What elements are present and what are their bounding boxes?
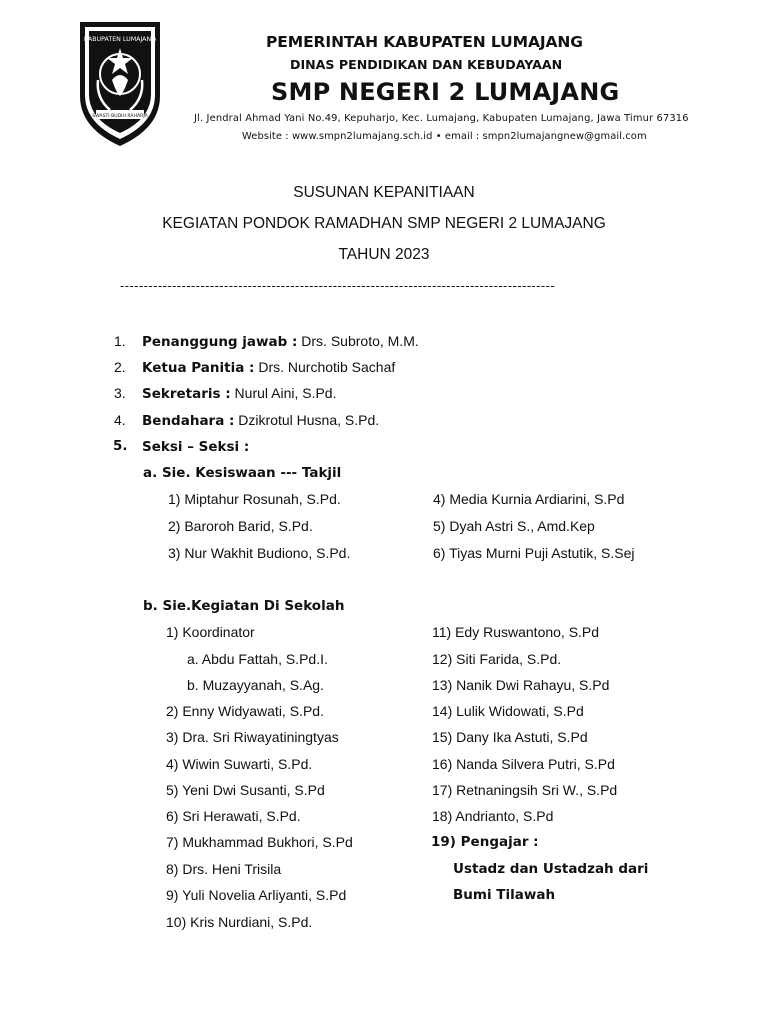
- role-label: Seksi – Seksi :: [142, 439, 250, 455]
- member-item: 5) Yeni Dwi Susanti, S.Pd: [166, 782, 325, 798]
- member-item: 16) Nanda Silvera Putri, S.Pd: [432, 756, 615, 772]
- role-number: 3.: [114, 385, 126, 401]
- member-item: 2) Enny Widyawati, S.Pd.: [166, 703, 324, 719]
- member-item: 14) Lulik Widowati, S.Pd: [432, 703, 584, 719]
- role-label: Bendahara :: [142, 413, 235, 429]
- government-name: PEMERINTAH KABUPATEN LUMAJANG: [266, 33, 583, 51]
- member-item: 3) Dra. Sri Riwayatiningtyas: [166, 729, 339, 745]
- member-item: 5) Dyah Astri S., Amd.Kep: [433, 518, 595, 534]
- member-item: 1) Koordinator: [166, 624, 255, 640]
- role-name: Nurul Aini, S.Pd.: [230, 385, 337, 401]
- member-item: 7) Mukhammad Bukhori, S.Pd: [166, 834, 353, 850]
- role-name: Drs. Nurchotib Sachaf: [254, 359, 396, 375]
- member-item: 2) Baroroh Barid, S.Pd.: [168, 518, 313, 534]
- member-item: 6) Sri Herawati, S.Pd.: [166, 808, 301, 824]
- role-name: Dzikrotul Husna, S.Pd.: [234, 412, 380, 428]
- school-name: SMP NEGERI 2 LUMAJANG: [271, 78, 620, 106]
- member-item: 4) Media Kurnia Ardiarini, S.Pd: [433, 491, 625, 507]
- member-item: 13) Nanik Dwi Rahayu, S.Pd: [432, 677, 610, 693]
- role-label: Sekretaris :: [142, 386, 231, 402]
- role-item: [142, 412, 379, 429]
- role-item: [142, 385, 336, 402]
- member-item: 15) Dany Ika Astuti, S.Pd: [432, 729, 588, 745]
- role-name: Drs. Subroto, M.M.: [297, 333, 419, 349]
- member-item: 6) Tiyas Murni Puji Astutik, S.Sej: [433, 545, 635, 561]
- teacher-description: Bumi Tilawah: [453, 887, 556, 903]
- year-title: TAHUN 2023: [338, 246, 430, 263]
- role-item: [142, 359, 395, 376]
- role-number: 4.: [114, 412, 126, 428]
- teacher-description: Ustadz dan Ustadzah dari: [453, 861, 649, 877]
- event-title: KEGIATAN PONDOK RAMADHAN SMP NEGERI 2 LUMAJANG: [162, 215, 606, 232]
- member-item: 1) Miptahur Rosunah, S.Pd.: [168, 491, 341, 507]
- member-item: 11) Edy Ruswantono, S.Pd: [432, 624, 600, 640]
- document-title: SUSUNAN KEPANITIAAN: [293, 184, 475, 201]
- role-number: 5.: [113, 438, 128, 454]
- member-item: 12) Siti Farida, S.Pd.: [432, 651, 562, 667]
- role-label: Penanggung jawab :: [142, 334, 298, 350]
- school-contact: Website : www.smpn2lumajang.sch.id • email : smpn2lumajangnew@gmail.com: [242, 131, 647, 142]
- teacher-heading: 19) Pengajar :: [431, 834, 539, 850]
- member-item: 8) Drs. Heni Trisila: [166, 861, 282, 877]
- section-a-heading: a. Sie. Kesiswaan --- Takjil: [143, 465, 342, 481]
- member-item: 4) Wiwin Suwarti, S.Pd.: [166, 756, 313, 772]
- role-number: 2.: [114, 359, 126, 375]
- role-item: [142, 333, 419, 350]
- coordinator-item: b. Muzayyanah, S.Ag.: [187, 677, 324, 693]
- member-item: 10) Kris Nurdiani, S.Pd.: [166, 914, 313, 930]
- logo-motto-text: SWASTI BUDHI RAHARJA: [92, 114, 148, 119]
- member-item: 3) Nur Wakhit Budiono, S.Pd.: [168, 545, 351, 561]
- role-label: Ketua Panitia :: [142, 360, 255, 376]
- member-item: 9) Yuli Novelia Arliyanti, S.Pd: [166, 887, 347, 903]
- school-address: Jl. Jendral Ahmad Yani No.49, Kepuharjo, Kec. Lumajang, Kabupaten Lumajang, Jawa Timur 67316: [194, 113, 689, 124]
- regency-coat-of-arms-logo: [74, 18, 166, 150]
- section-b-heading: b. Sie.Kegiatan Di Sekolah: [143, 598, 345, 614]
- member-item: 18) Andrianto, S.Pd: [432, 808, 554, 824]
- coordinator-item: a. Abdu Fattah, S.Pd.I.: [187, 651, 328, 667]
- role-number: 1.: [114, 333, 126, 349]
- title-separator: --------------------------------------------------------------------------------------------: [120, 278, 556, 293]
- role-item: [142, 438, 249, 455]
- member-item: 17) Retnaningsih Sri W., S.Pd: [432, 782, 618, 798]
- logo-top-text: KABUPATEN LUMAJANG: [83, 36, 157, 43]
- department-name: DINAS PENDIDIKAN DAN KEBUDAYAAN: [290, 57, 563, 72]
